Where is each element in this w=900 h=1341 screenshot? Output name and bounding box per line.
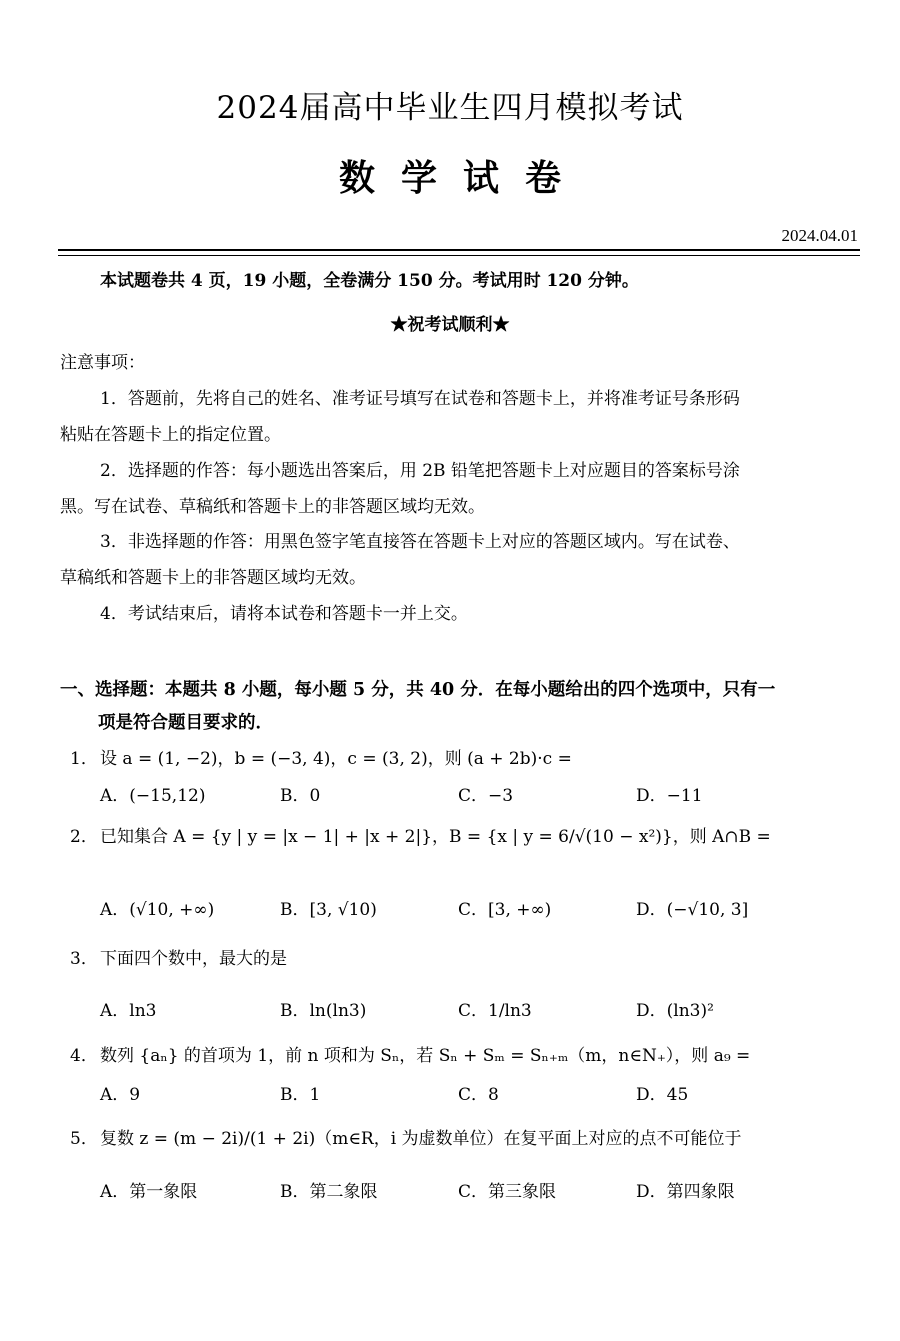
question-stem [70,1041,750,1066]
exam-title: 2024届高中毕业生四月模拟考试 [216,90,684,126]
answer-option: C．第三象限 [458,1182,557,1202]
answer-option: B．第二象限 [280,1182,378,1202]
note-line: 4．考试结束后，请将本试卷和答题卡一并上交。 [100,604,468,624]
note-item [60,524,860,596]
question-text: 复数 z = (m − 2i)/(1 + 2i)（m∈R，i 为虚数单位）在复平面上对应的点不可能位于 [100,1129,742,1149]
question-number: 2． [70,827,98,847]
question-number: 3． [70,949,98,969]
answer-option: B．1 [280,1085,321,1105]
note-line: 3．非选择题的作答：用黑色签字笔直接答在答题卡上对应的答题区域内。写在试卷、 [100,532,740,552]
question-stem [70,744,572,769]
note-line: 草稿纸和答题卡上的非答题区域均无效。 [60,568,366,588]
question-text: 下面四个数中，最大的是 [100,949,287,969]
section-heading [60,674,860,740]
answer-option: B．[3, √10) [280,900,377,920]
answer-option: A．(√10, +∞) [100,900,215,920]
note-line: 黑。写在试卷、草稿纸和答题卡上的非答题区域均无效。 [60,497,485,517]
question-stem [70,822,771,847]
header-rule-thick [58,249,860,251]
answer-option: D．45 [636,1085,689,1105]
answer-option: C．[3, +∞) [458,900,552,920]
answer-option: A．9 [100,1085,141,1105]
answer-option: A．ln3 [100,1001,157,1021]
answer-option: C．1/ln3 [458,1001,532,1021]
note-item [60,381,860,453]
answer-option: D．第四象限 [636,1182,735,1202]
question-number: 4． [70,1046,98,1066]
note-line: 1．答题前，先将自己的姓名、准考证号填写在试卷和答题卡上，并将准考证号条形码 [100,389,740,409]
exam-summary: 本试题卷共 4 页，19 小题，全卷满分 150 分。考试用时 120 分钟。 [100,271,639,291]
answer-option: A．(−15,12) [100,786,206,806]
question-stem [70,944,287,969]
answer-option: C．−3 [458,786,514,806]
answer-option: D．(ln3)² [636,1001,714,1021]
question-text: 已知集合 A = {y | y = |x − 1| + |x + 2|}，B = {x | y = 6/√(10 − x²)}，则 A∩B = [100,827,771,847]
question-text: 数列 {aₙ} 的首项为 1，前 n 项和为 Sₙ，若 Sₙ + Sₘ = Sₙ₊ₘ（m，n∈N₊），则 a₉ = [100,1046,751,1066]
blessing: ★祝考试顺利★ [390,315,510,335]
answer-option: A．第一象限 [100,1182,198,1202]
section-heading-line2: 项是符合题目要求的． [98,713,273,733]
question-number: 1． [70,749,98,769]
exam-date: 2024.04.01 [781,226,858,245]
question-number: 5． [70,1129,98,1149]
note-line: 2．选择题的作答：每小题选出答案后，用 2B 铅笔把答题卡上对应题目的答案标号涂 [100,461,740,481]
note-item [60,453,860,525]
answer-option: D．(−√10, 3] [636,900,749,920]
answer-option: B．0 [280,786,321,806]
section-heading-line1: 一、选择题：本题共 8 小题，每小题 5 分，共 40 分．在每小题给出的四个选项中，只有一 [60,680,776,700]
question-text: 设 a = (1, −2)，b = (−3, 4)，c = (3, 2)，则 (a + 2b)·c = [100,749,572,769]
header-rule-thin [58,255,860,256]
answer-option: D．−11 [636,786,703,806]
note-item [60,596,860,632]
answer-option: C．8 [458,1085,499,1105]
question-stem [70,1124,742,1149]
answer-option: B．ln(ln3) [280,1001,367,1021]
notes-heading: 注意事项： [60,353,145,373]
exam-subject: 数学试卷 [338,157,587,199]
note-line: 粘贴在答题卡上的指定位置。 [60,425,281,445]
